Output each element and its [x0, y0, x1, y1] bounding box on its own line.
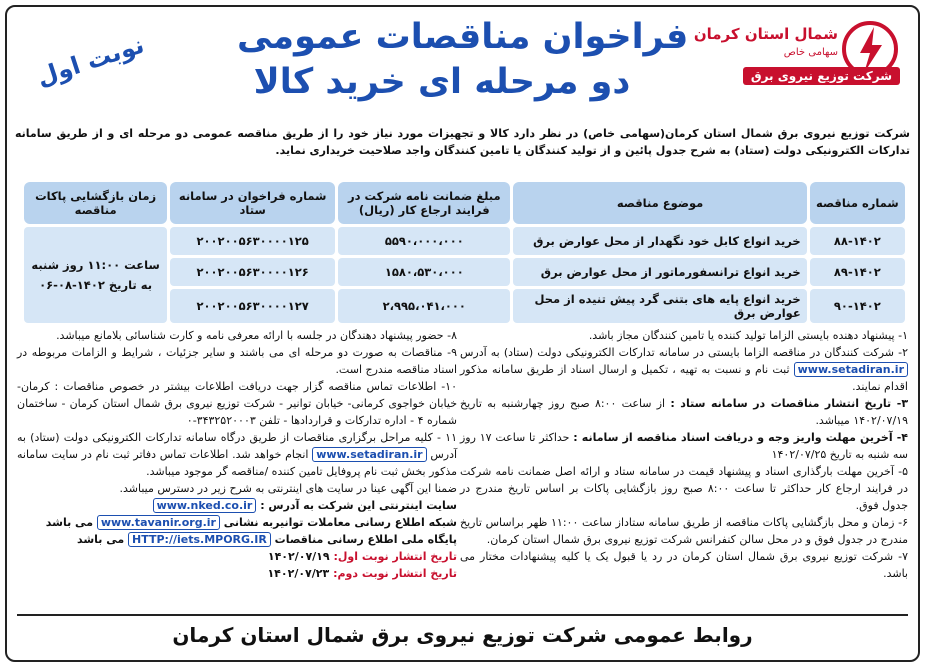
website-line-1	[17, 497, 457, 514]
website-2-suffix: می باشد	[45, 516, 93, 529]
setadiran-link[interactable]: www.setadiran.ir	[794, 362, 908, 377]
cell-subject: خرید انواع پایه های بتنی گرد پیش تنیده از محل عوارض برق	[513, 289, 806, 323]
header-call-no: شماره فراخوان در سامانه ستاد	[170, 182, 335, 224]
cell-guarantee: ۵۵۹۰،۰۰۰،۰۰۰	[338, 227, 510, 255]
condition-2-text: ۲- شرکت کنندگان در مناقصه الزاما بایستی در سامانه تدارکات الکترونیکی دولت (ستاد) به آدرس	[460, 346, 908, 359]
cell-guarantee: ۱۵۸۰،۵۳۰،۰۰۰	[338, 258, 510, 286]
cell-subject: خرید انواع ترانسفورماتور از محل عوارض برق	[513, 258, 806, 286]
condition-8: ۸- حضور پیشنهاد دهندگان در جلسه با ارائه معرفی نامه و کارت شناسائی بلامانع میباشد.	[56, 329, 457, 342]
condition-3-title: ۳- تاریخ انتشار مناقصات در سامانه ستاد :	[670, 397, 909, 410]
condition-6: ۶- زمان و محل بازگشایی پاکات مناقصه از طریق سامانه ستاداز ساعت ۱۱:۰۰ ظهر براساس تاریخ مندرج در جدول فوق و در محل سالن کنفرانس شرکت توزیع نیروی برق شمال استان کرمان.	[460, 516, 908, 546]
header-tender-no: شماره مناقصه	[810, 182, 905, 224]
publish-date-1	[17, 548, 457, 565]
condition-11-text-end: انجام خواهد شد. اطلاعات تماس دفاتر ثبت نام در سایت سامانه مذکور بخش ثبت نام پروفایل تامین کننده /مناقصه گر موجود میباشد.	[17, 448, 457, 478]
condition-5: ۵- آخرین مهلت بارگذاری اسناد و پیشنهاد قیمت در سامانه ستاد و ارائه اصل ضمانت نامه شرکت در فرایند ارجاع کار حداکثر تا ساعت ۸:۰۰ صبح روز بازگشایی پاکات بر اساس تاریخ مندرج در جدول فوق.	[460, 465, 909, 512]
intro-text: شرکت توزیع نیروی برق شمال استان کرمان(سهامی خاص) در نظر دارد کالا و تجهیزات مورد نیاز خود را از طریق مناقصه عمومی دو مرحله ای و از طریق سامانه تدارکات الکترونیکی دولت (ستاد) به شرح جدول پائین و از تولید کنندگان یا تامین کنندگان واجد صلاحیت خریداری نماید.	[15, 127, 910, 157]
page-title-line1: فراخوان مناقصات عمومی	[237, 17, 689, 57]
table-header-row	[24, 182, 905, 224]
condition-4	[460, 429, 908, 463]
tender-table	[21, 179, 908, 326]
company-logo	[693, 19, 900, 89]
logo-company: شرکت توزیع نیروی برق	[743, 67, 900, 85]
condition-2	[460, 344, 908, 395]
publish-date-2-label: تاریخ انتشار نوبت دوم:	[333, 567, 457, 580]
condition-4-text: حداکثر تا ساعت ۱۷ روز سه شنبه به تاریخ ۱۴۰۲/۰۷/۲۵	[460, 431, 908, 461]
publish-date-2	[17, 565, 457, 582]
condition-9: ۹- مناقصات به صورت دو مرحله ای می باشند و سایر جزئیات ، شرایط و الزامات مربوطه در اسناد مناقصه مندرج است.	[17, 346, 457, 376]
cell-subject: خرید انواع کابل خود نگهدار از محل عوارض برق	[513, 227, 806, 255]
setadiran-link-2[interactable]: www.setadiran.ir	[312, 447, 426, 462]
iets-link[interactable]: HTTP://iets.MPORG.IR	[128, 532, 271, 547]
cell-tender-no: ۹۰-۱۴۰۲	[810, 289, 905, 323]
condition-7: ۷- شرکت توزیع نیروی برق شمال استان کرمان در رد یا قبول یک یا کلیه پیشنهادات مختار می باشد.	[460, 550, 908, 580]
nked-link[interactable]: www.nked.co.ir	[153, 498, 257, 513]
condition-1: ۱- پیشنهاد دهنده بایستی الزاما تولید کننده یا تامین کنندگان مجاز باشد.	[588, 329, 908, 342]
header-guarantee: مبلغ ضمانت نامه شرکت در فرایند ارجاع کار (ریال)	[338, 182, 510, 224]
cell-guarantee: ۲،۹۹۵،۰۴۱،۰۰۰	[338, 289, 510, 323]
footer-public-relations: روابط عمومی شرکت توزیع نیروی برق شمال استان کرمان	[17, 614, 908, 650]
logo-name: شمال استان کرمان	[693, 25, 838, 43]
header-opening: زمان بازگشایی پاکات مناقصه	[24, 182, 167, 224]
condition-3	[460, 395, 908, 429]
condition-4-title: ۴- آخرین مهلت واریز وجه و دریافت اسناد مناقصه از سامانه :	[573, 431, 908, 444]
website-2-label: شبکه اطلاع رسانی معاملات توانیربه نشانی	[223, 516, 457, 529]
condition-11-text: ۱۱ - کلیه مراحل برگزاری مناقصات از طریق درگاه سامانه تدارکات الکترونیکی دولت (ستاد) به آدرس	[17, 431, 458, 461]
website-line-2	[17, 514, 457, 531]
publish-date-2-value: ۱۴۰۲/۰۷/۲۳	[267, 567, 330, 580]
conditions-left-column	[17, 327, 457, 582]
table-row	[24, 227, 905, 255]
condition-11	[17, 429, 457, 480]
cell-call-no: ۲۰۰۲۰۰۵۶۳۰۰۰۰۱۲۵	[170, 227, 335, 255]
website-3-label: پایگاه ملی اطلاع رسانی مناقصات	[274, 533, 457, 546]
website-3-suffix: می باشد	[76, 533, 125, 546]
condition-10: ۱۰- اطلاعات تماس مناقصه گزار جهت دریافت اطلاعات بیشتر در خصوص مناقصات : کرمان- خیابان خواجوی کرمانی- خیابان توانیر - شرکت توزیع نیروی برق شمال استان کرمان - ساختمان شماره ۴ - اداره تدارکات و قراردادها - تلفن ۳۴۳۲۵۲۰۰۰۳-۰	[17, 380, 457, 427]
condition-3-text: از ساعت ۸:۰۰ صبح روز چهارشنبه به تاریخ ۱۴۰۲/۰۷/۱۹ میباشد.	[460, 397, 908, 427]
tender-notice	[5, 5, 920, 662]
publish-date-1-label: تاریخ انتشار نوبت اول:	[333, 550, 457, 563]
cell-opening-time: ساعت ۱۱:۰۰ روز شنبه به تاریخ ۱۴۰۲-۰۸-۰۶	[24, 227, 167, 323]
logo-type: سهامی خاص	[783, 47, 838, 58]
cell-tender-no: ۸۸-۱۴۰۲	[810, 227, 905, 255]
cell-call-no: ۲۰۰۲۰۰۵۶۳۰۰۰۰۱۲۶	[170, 258, 335, 286]
cell-tender-no: ۸۹-۱۴۰۲	[810, 258, 905, 286]
tavanir-link[interactable]: www.tavanir.org.ir	[97, 515, 220, 530]
publish-date-1-value: ۱۴۰۲/۰۷/۱۹	[267, 550, 330, 563]
website-1-label: سایت اینترنتی این شرکت به آدرس :	[260, 499, 457, 512]
website-line-3	[17, 531, 457, 548]
conditions-right-column	[460, 327, 908, 582]
header-subject: موضوع مناقصه	[513, 182, 806, 224]
page-title-line2: دو مرحله ای خرید کالا	[253, 62, 631, 102]
conditions-section	[17, 327, 908, 617]
cell-call-no: ۲۰۰۲۰۰۵۶۳۰۰۰۰۱۲۷	[170, 289, 335, 323]
round-label: نوبت اول	[33, 30, 148, 92]
condition-12: ضمنا این آگهی عینا در سایت های اینترنتی به شرح زیر در دسترس میباشد.	[119, 482, 457, 495]
condition-2-text-end: ثبت نام و نسبت به تهیه ، تکمیل و ارسال اسناد از طریق سامانه مذکور اقدام نمایند.	[460, 363, 908, 393]
